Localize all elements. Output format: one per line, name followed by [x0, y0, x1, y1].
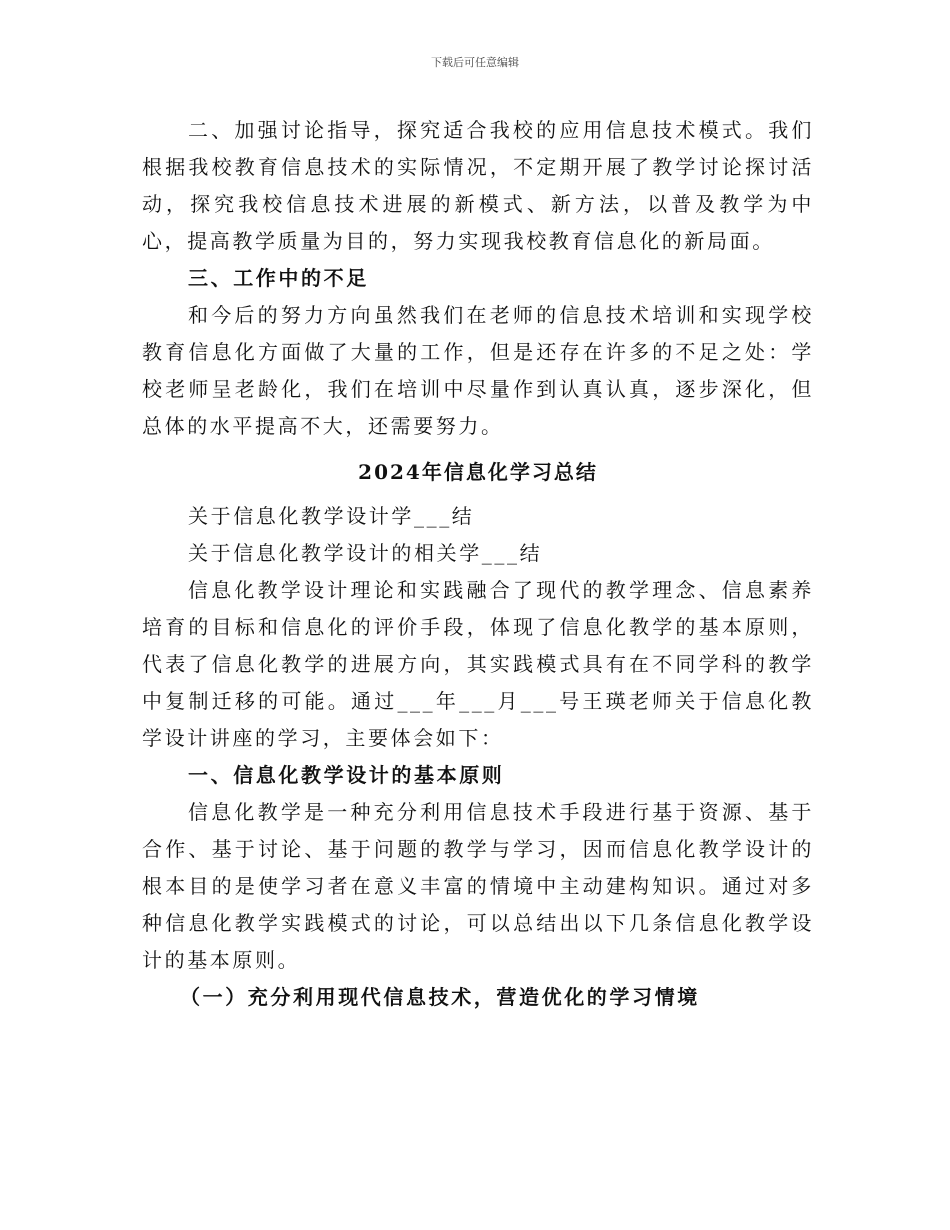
heading-shortcomings: 三、工作中的不足	[188, 266, 369, 290]
paragraph-intro: 信息化教学设计理论和实践融合了现代的教学理念、信息素养培育的目标和信息化的评价手段，体现了信息化教学的基本原则，代表了信息化教学的进展方向，其实践模式具有在不同学科的教学中复制迁移的可能。通过___年___月___号王瑛老师关于信息化教学设计讲座的学习，主要体会如下：	[142, 578, 814, 750]
heading-basic-principles: 一、信息化教学设计的基本原则	[188, 763, 505, 787]
subtitle-line-2: 关于信息化教学设计的相关学___结	[188, 541, 543, 565]
document-body	[142, 112, 814, 1016]
page-header: 下载后可任意编辑	[431, 56, 519, 69]
subheading-learning-context: （一）充分利用现代信息技术，营造优化的学习情境	[180, 985, 700, 1009]
paragraph-shortcomings: 和今后的努力方向虽然我们在老师的信息技术培训和实现学校教育信息化方面做了大量的工作，但是还存在许多的不足之处：学校老师呈老龄化，我们在培训中尽量作到认真认真，逐步深化，但总体的水平提高不大，还需要努力。	[142, 303, 814, 438]
paragraph-discussion-guidance: 二、加强讨论指导，探究适合我校的应用信息技术模式。我们根据我校教育信息技术的实际情况，不定期开展了教学讨论探讨活动，探究我校信息技术进展的新模式、新方法，以普及教学为中心，提高教学质量为目的，努力实现我校教育信息化的新局面。	[142, 118, 814, 253]
document-title: 2024年信息化学习总结	[358, 460, 598, 484]
subtitle-line-1: 关于信息化教学设计学___结	[188, 504, 475, 528]
paragraph-basic-principles: 信息化教学是一种充分利用信息技术手段进行基于资源、基于合作、基于讨论、基于问题的教学与学习，因而信息化教学设计的根本目的是使学习者在意义丰富的情境中主动建构知识。通过对多种信息化教学实践模式的讨论，可以总结出以下几条信息化教学设计的基本原则。	[142, 800, 814, 972]
